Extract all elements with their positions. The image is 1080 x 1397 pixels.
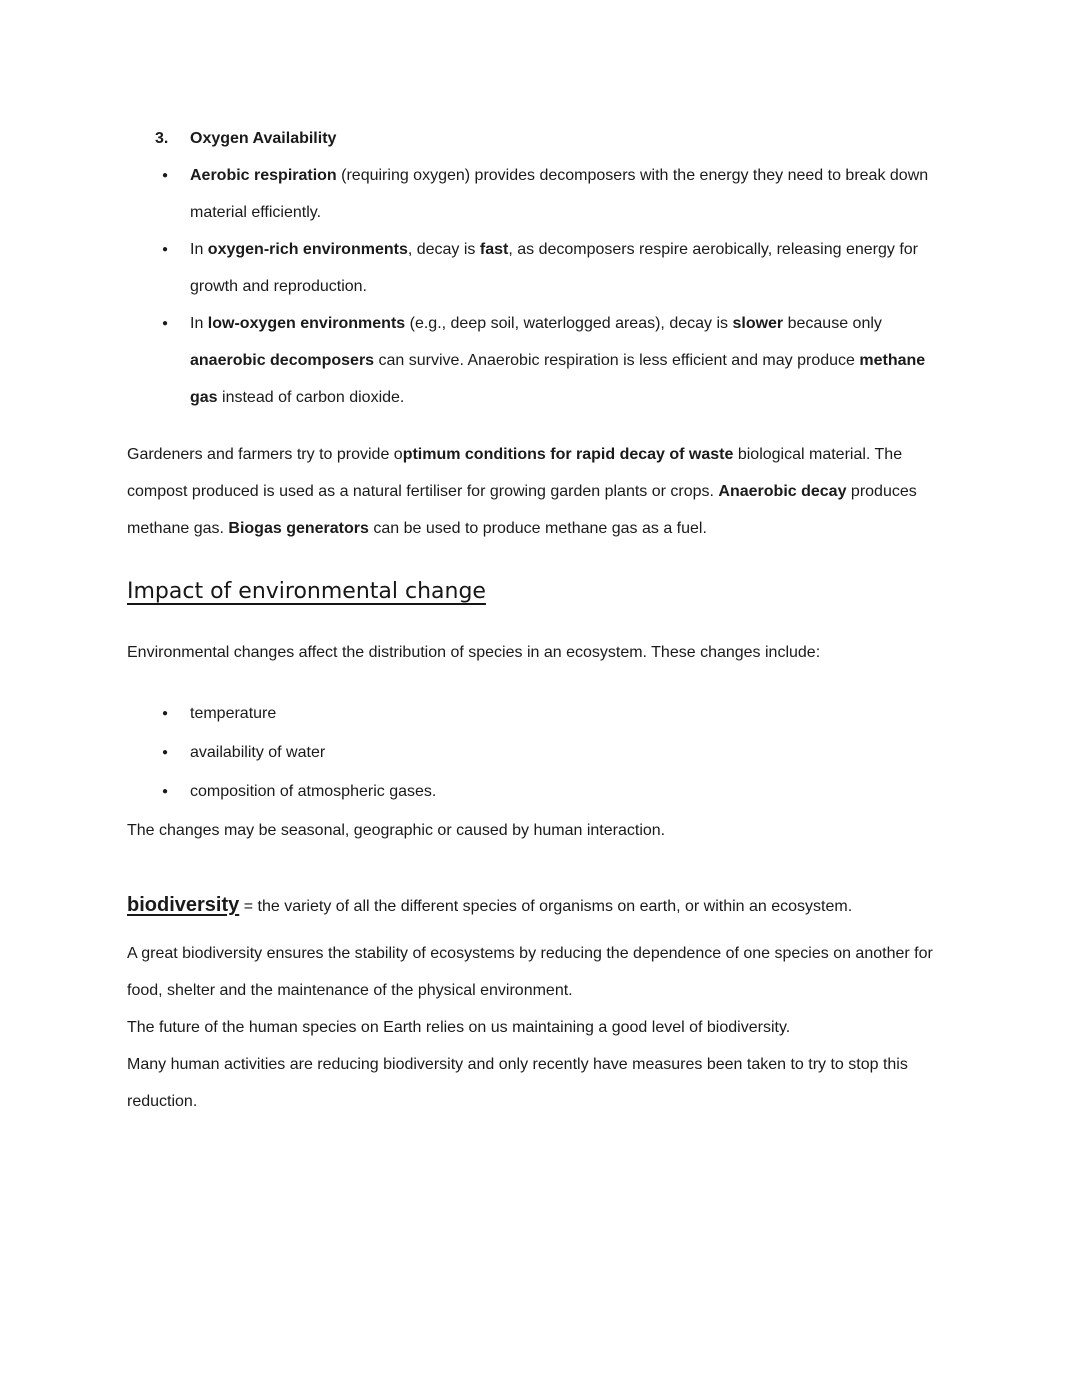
text-segment: In (190, 315, 208, 332)
bullet-dot-icon: ● (162, 747, 169, 758)
text-segment: (requiring oxygen) provides decomposers with the energy they need to break down material efficiently. (190, 167, 929, 221)
list-item (127, 695, 955, 734)
list-number: 3. (155, 130, 169, 147)
text-segment: low-oxygen environments (207, 315, 406, 332)
paragraph-compost-summary (127, 436, 955, 547)
text-segment: can be used to produce methane gas as a fuel. (368, 520, 707, 537)
paragraph-biodiversity-definition (127, 887, 955, 925)
bullet-dot-icon: ● (162, 318, 169, 329)
list-item-text: availability of water (190, 744, 326, 761)
oxygen-bullet-list (127, 157, 955, 416)
bullet-dot-icon: ● (162, 170, 169, 181)
text-segment: Biogas generators (228, 520, 369, 537)
text-segment: Gardeners and farmers try to provide o (127, 446, 403, 463)
bullet-marker (127, 734, 190, 773)
text-segment: = the variety of all the different species of organisms on earth, or within an ecosystem. (239, 898, 853, 915)
text-segment: ptimum conditions for rapid decay of waste (402, 446, 734, 463)
numbered-list-item-oxygen-availability (127, 120, 955, 157)
list-item-text: temperature (190, 705, 277, 722)
list-item (127, 231, 955, 305)
section-heading-environmental-change: Impact of environmental change (127, 579, 486, 604)
text-segment: slower (732, 315, 784, 332)
paragraph-biodiversity-stability: A great biodiversity ensures the stability of ecosystems by reducing the dependence of one species on another for food, shelter and the maintenance of the physical environment. (127, 945, 933, 999)
bullet-dot-icon: ● (162, 708, 169, 719)
text-segment: because only (783, 315, 882, 332)
bullet-marker (127, 231, 190, 305)
bullet-marker (127, 773, 190, 812)
paragraph-environment-intro: Environmental changes affect the distribution of species in an ecosystem. These changes include: (127, 644, 821, 661)
text-segment: produces methane gas. (127, 483, 917, 537)
list-item (127, 773, 955, 812)
paragraph-changes-note: The changes may be seasonal, geographic or caused by human interaction. (127, 822, 666, 839)
list-item-text (190, 231, 955, 305)
list-item-text (190, 157, 955, 231)
text-segment: fast (479, 241, 509, 258)
text-segment: Aerobic respiration (190, 167, 337, 184)
text-segment: (e.g., deep soil, waterlogged areas), decay is (405, 315, 733, 332)
changes-bullet-list (127, 695, 955, 812)
text-segment: In (190, 241, 208, 258)
list-item-text (190, 305, 955, 416)
list-item-text: composition of atmospheric gases. (190, 783, 437, 800)
list-item (127, 305, 955, 416)
text-segment: can survive. Anaerobic respiration is less efficient and may produce (374, 352, 860, 369)
text-segment: anaerobic decomposers (190, 352, 375, 369)
paragraph-biodiversity-future: The future of the human species on Earth relies on us maintaining a good level of biodiversity. (127, 1019, 791, 1036)
text-segment: oxygen-rich environments (207, 241, 408, 258)
list-item (127, 734, 955, 773)
text-segment: , as decomposers respire aerobically, releasing energy for growth and reproduction. (190, 241, 919, 295)
text-segment: Anaerobic decay (718, 483, 847, 500)
paragraph-biodiversity-reduction: Many human activities are reducing biodiversity and only recently have measures been taken to try to stop this reduction. (127, 1056, 908, 1110)
bullet-dot-icon: ● (162, 786, 169, 797)
text-segment: methane gas (190, 352, 926, 406)
text-segment: instead of carbon dioxide. (217, 389, 405, 406)
bullet-marker (127, 695, 190, 734)
bullet-marker (127, 305, 190, 416)
text-segment: biodiversity (127, 894, 240, 916)
bullet-dot-icon: ● (162, 244, 169, 255)
bullet-marker (127, 157, 190, 231)
list-item-title: Oxygen Availability (190, 130, 337, 147)
list-item (127, 157, 955, 231)
text-segment: biological material. The compost produced is used as a natural fertiliser for growing garden plants or crops. (127, 446, 903, 500)
text-segment: , decay is (407, 241, 480, 258)
